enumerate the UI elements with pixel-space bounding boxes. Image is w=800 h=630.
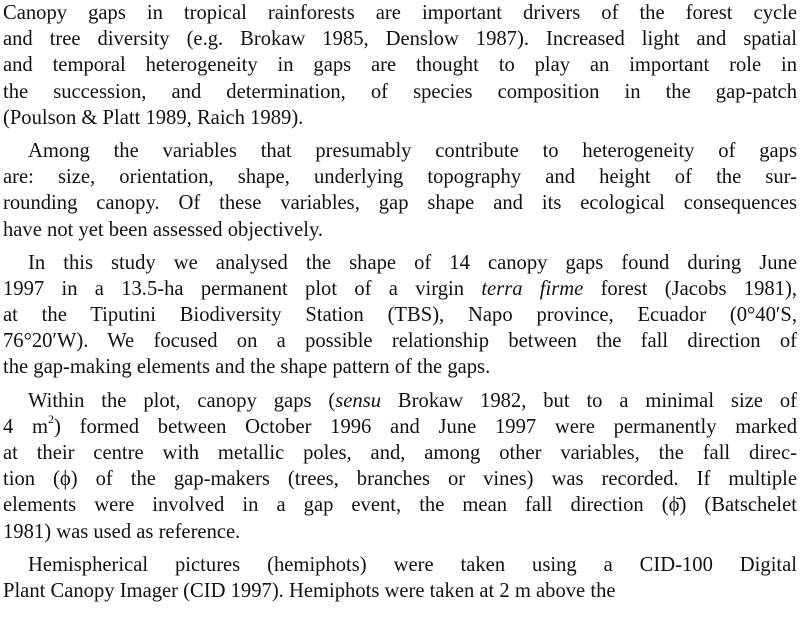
text-line	[3, 138, 797, 164]
text-run: ) formed between October 1996 and June 1997 were permanently marked	[54, 415, 797, 438]
text-line	[3, 552, 797, 578]
text-line	[3, 354, 797, 380]
text-line	[3, 26, 797, 52]
text-run: have not yet been assessed objectively.	[3, 218, 324, 241]
text-line	[3, 492, 797, 518]
italic-term: sensu	[335, 389, 382, 412]
text-line	[3, 190, 797, 216]
text-line	[3, 440, 797, 466]
text-line	[3, 217, 797, 243]
text-line	[3, 0, 797, 26]
text-run: Brokaw 1982, but to a minimal size of	[381, 389, 797, 412]
text-run: In this study we analysed the shape of 14 canopy gaps found during June	[28, 251, 797, 274]
text-run: Canopy gaps in tropical rainforests are important drivers of the forest cycle	[3, 2, 797, 24]
text-run: Plant Canopy Imager (CID 1997). Hemiphots were taken at 2 m above the	[3, 579, 616, 602]
paragraph	[3, 138, 797, 243]
text-line	[3, 519, 797, 545]
text-line	[3, 276, 797, 302]
paragraph	[3, 0, 797, 131]
text-run: tion (ϕ) of the gap-makers (trees, branches or vines) was recorded. If multiple	[3, 468, 797, 491]
text-run: the gap-making elements and the shape pattern of the gaps.	[3, 356, 491, 379]
paragraph	[3, 552, 797, 604]
text-line	[3, 250, 797, 276]
text-run: forest (Jacobs 1981),	[583, 277, 797, 300]
text-run: 76°20′W). We focused on a possible relationship between the fall direction of	[3, 330, 797, 353]
text-line	[3, 164, 797, 190]
text-line	[3, 79, 797, 105]
text-run: 4 m	[3, 415, 49, 438]
text-run: Within the plot, canopy gaps (	[28, 389, 336, 412]
text-line	[3, 52, 797, 78]
superscript: 2	[48, 411, 55, 426]
text-run: elements were involved in a gap event, the mean fall direction (ϕ̄) (Batschelet	[3, 494, 797, 517]
italic-term: terra firme	[481, 277, 584, 300]
text-run: and tree diversity (e.g. Brokaw 1985, Denslow 1987). Increased light and spatial	[3, 28, 797, 51]
paragraph	[3, 250, 797, 381]
text-line	[3, 466, 797, 492]
document-page	[3, 0, 797, 611]
text-line	[3, 578, 797, 604]
text-line	[3, 105, 797, 131]
text-line	[3, 388, 797, 414]
text-run: at their centre with metallic poles, and, among other variables, the fall direc-	[3, 442, 797, 464]
text-run: are: size, orientation, shape, underlying topography and height of the sur-	[3, 166, 797, 189]
text-run: Hemispherical pictures (hemiphots) were taken using a CID-100 Digital	[28, 553, 797, 576]
text-run: 1997 in a 13.5-ha permanent plot of a virgin	[3, 277, 482, 300]
text-run: (Poulson & Platt 1989, Raich 1989).	[3, 106, 304, 129]
text-line	[3, 302, 797, 328]
text-line	[3, 411, 797, 440]
text-run: Among the variables that presumably contribute to heterogeneity of gaps	[28, 139, 797, 162]
text-run: at the Tiputini Biodiversity Station (TBS), Napo province, Ecuador (0°40′S,	[3, 304, 797, 327]
text-run: and temporal heterogeneity in gaps are thought to play an important role in	[3, 54, 797, 77]
paragraph	[3, 388, 797, 545]
text-line	[3, 328, 797, 354]
text-run: rounding canopy. Of these variables, gap shape and its ecological consequences	[3, 192, 797, 215]
text-run: the succession, and determination, of species composition in the gap-patch	[3, 80, 797, 103]
text-run: 1981) was used as reference.	[3, 520, 241, 543]
